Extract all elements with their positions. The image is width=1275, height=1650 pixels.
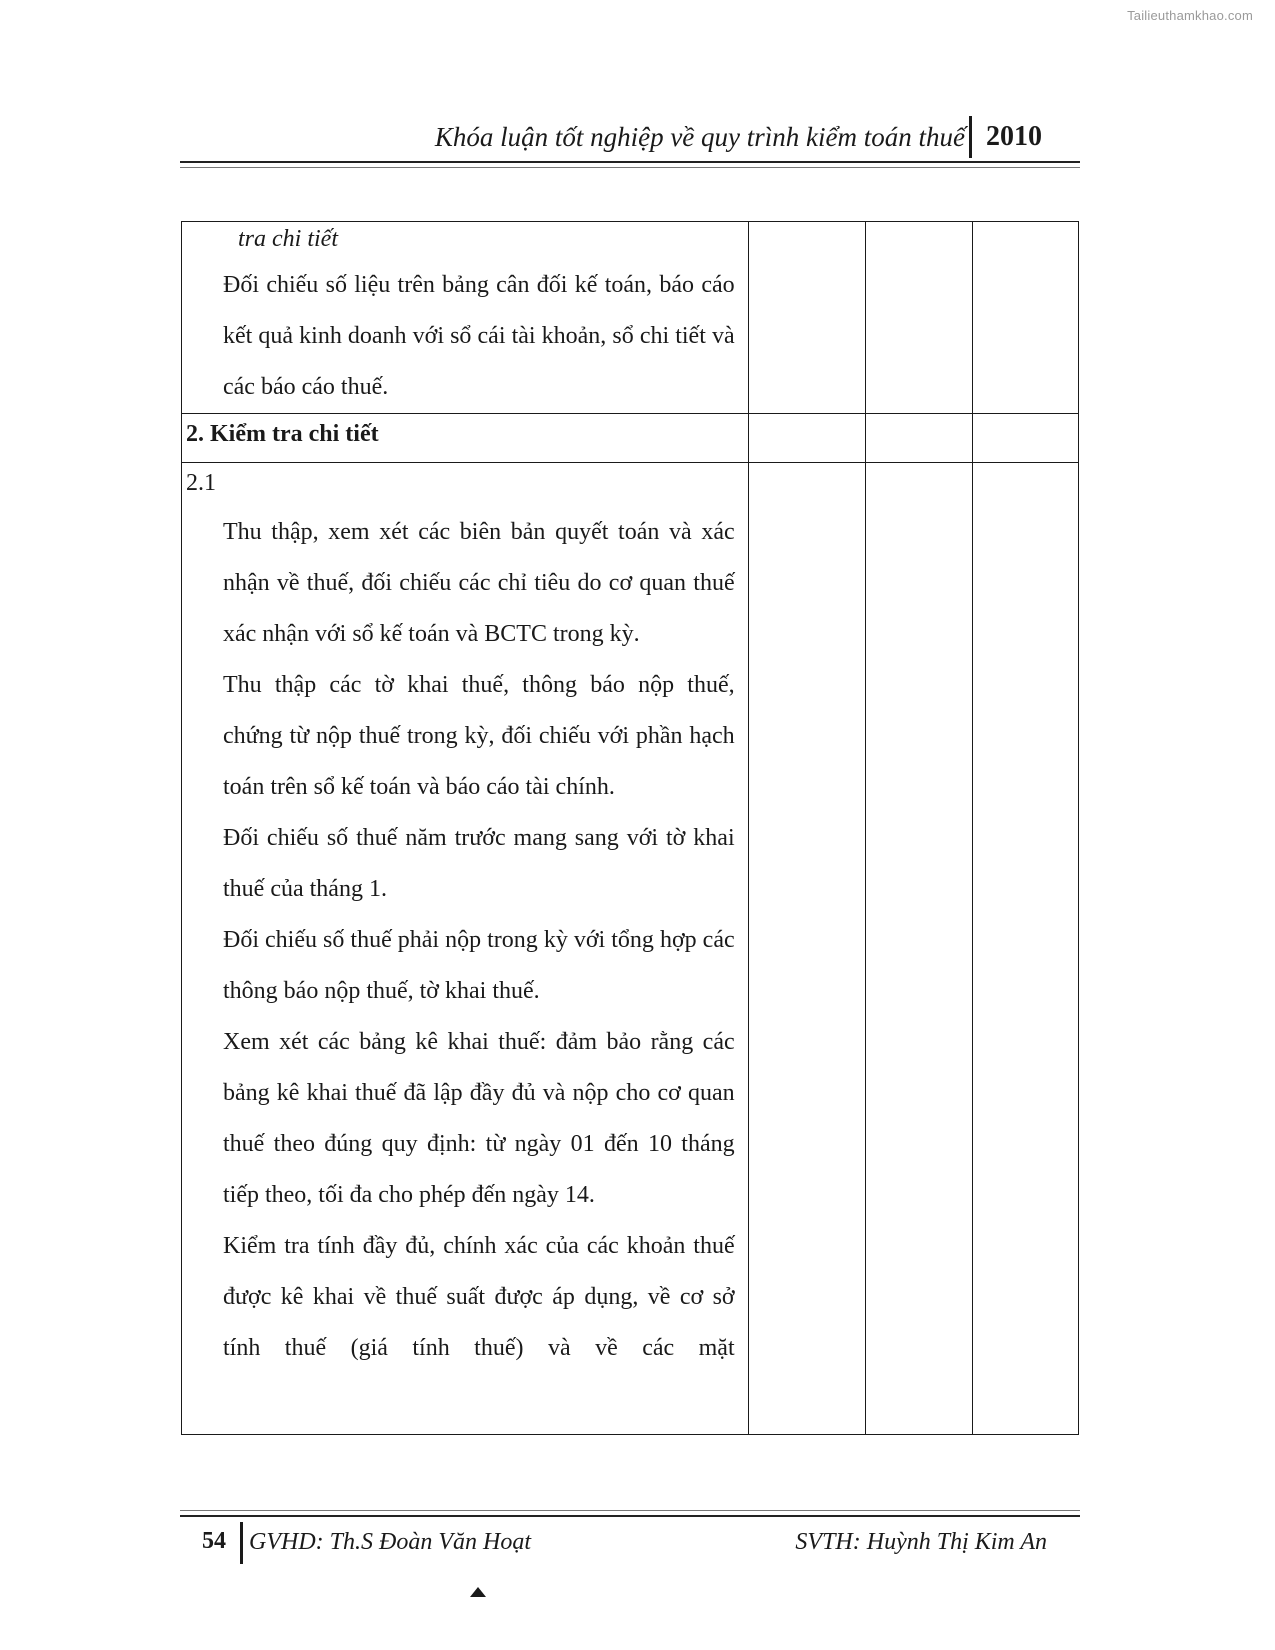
- procedure-paragraph: Xem xét các bảng kê khai thuế: đảm bảo rằng các bảng kê khai thuế đã lập đầy đủ và nộp cho cơ quan thuế theo đúng quy định: từ ngày 01 đến 10 tháng tiếp theo, tối đa cho phép đến ngày 14.: [223, 1029, 735, 1208]
- page-number: 54: [202, 1528, 226, 1554]
- footer-divider: [240, 1522, 243, 1564]
- empty-cell: [865, 414, 972, 463]
- empty-cell: [748, 463, 865, 1435]
- row-lead-text: tra chi tiết: [238, 226, 338, 252]
- empty-cell: [865, 463, 972, 1435]
- procedure-paragraph: Thu thập, xem xét các biên bản quyết toán và xác nhận về thuế, đối chiếu các chỉ tiêu do cơ quan thuế xác nhận với sổ kế toán và BCTC trong kỳ.: [223, 519, 735, 647]
- table-row: [182, 222, 1079, 414]
- header-divider: [969, 116, 972, 158]
- header-title: Khóa luận tốt nghiệp về quy trình kiểm toán thuế: [434, 122, 965, 152]
- scan-mark: [470, 1587, 486, 1597]
- procedure-paragraph: Đối chiếu số liệu trên bảng cân đối kế toán, báo cáo kết quả kinh doanh với sổ cái tài khoản, sổ chi tiết và các báo cáo thuế.: [223, 272, 735, 400]
- section-heading-cell: [182, 414, 749, 463]
- empty-cell: [972, 414, 1078, 463]
- procedure-paragraph: Đối chiếu số thuế phải nộp trong kỳ với tổng hợp các thông báo nộp thuế, tờ khai thuế.: [223, 927, 735, 1004]
- page-footer: [180, 1520, 1080, 1570]
- watermark: Tailieuthamkhao.com: [1127, 8, 1253, 23]
- procedure-cell: [182, 463, 749, 1435]
- item-number: 2.1: [186, 470, 216, 496]
- footer-student: SVTH: Huỳnh Thị Kim An: [795, 1529, 1047, 1555]
- audit-procedure-table: [181, 221, 1079, 1435]
- procedure-paragraph: Thu thập các tờ khai thuế, thông báo nộp thuế, chứng từ nộp thuế trong kỳ, đối chiếu với phần hạch toán trên sổ kế toán và báo cáo tài chính.: [223, 672, 735, 800]
- empty-cell: [972, 222, 1078, 414]
- table-row: [182, 414, 1079, 463]
- header-year: 2010: [986, 121, 1042, 152]
- empty-cell: [748, 414, 865, 463]
- section-heading: 2. Kiểm tra chi tiết: [186, 421, 379, 447]
- procedure-paragraph: Đối chiếu số thuế năm trước mang sang với tờ khai thuế của tháng 1.: [223, 825, 735, 902]
- page-header: [180, 112, 1080, 162]
- header-rule: [180, 161, 1080, 168]
- empty-cell: [865, 222, 972, 414]
- footer-advisor: GVHD: Th.S Đoàn Văn Hoạt: [249, 1529, 531, 1555]
- procedure-paragraph: Kiểm tra tính đầy đủ, chính xác của các khoản thuế được kê khai về thuế suất được áp dụng, về cơ sở tính thuế (giá tính thuế) và về các mặt: [223, 1233, 735, 1361]
- footer-rule: [180, 1510, 1080, 1517]
- empty-cell: [748, 222, 865, 414]
- empty-cell: [972, 463, 1078, 1435]
- procedure-cell: [182, 222, 749, 414]
- table-row: [182, 463, 1079, 1435]
